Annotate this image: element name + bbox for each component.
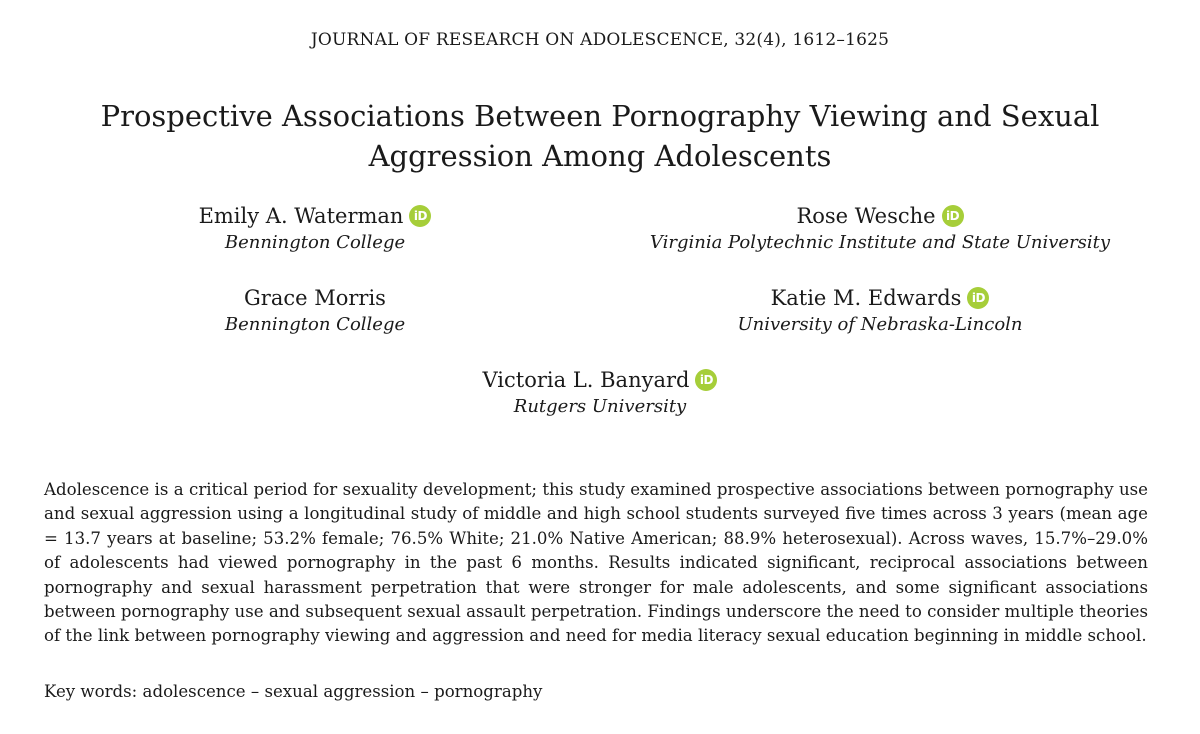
author-name: Emily A. Waterman bbox=[198, 204, 404, 228]
author-name-row bbox=[244, 284, 386, 312]
author-name-row bbox=[483, 366, 718, 394]
author-block bbox=[690, 284, 1070, 338]
author-name: Rose Wesche bbox=[796, 204, 936, 228]
orcid-icon[interactable]: iD bbox=[942, 205, 964, 227]
orcid-icon[interactable]: iD bbox=[409, 205, 431, 227]
author-affiliation: Bennington College bbox=[224, 314, 406, 335]
paper-title: Prospective Associations Between Pornography Viewing and Sexual Aggression Among Adolescents bbox=[100, 99, 1100, 173]
journal-header: JOURNAL OF RESEARCH ON ADOLESCENCE, 32(4), 1612–1625 bbox=[310, 30, 890, 50]
orcid-icon[interactable]: iD bbox=[967, 287, 989, 309]
author-block bbox=[380, 366, 820, 420]
abstract: Adolescence is a critical period for sexuality development; this study examined prospective associations between pornography use and sexual aggression using a longitudinal study of middle and high school students surveyed five times across 3 years (mean age = 13.7 years at baseline; 53.2% female; 76.5% White; 21.0% Native American; 88.9% heterosexual). Across waves, 15.7%–29.0% of adolescents had viewed pornography in the past 6 months. Results indicated significant, reciprocal associations between pornography and sexual harassment perpetration that were stronger for male adolescents, and some significant associations between pornography use and subsequent sexual assault perpetration. Findings underscore the need to consider multiple theories of the link between pornography viewing and aggression and need for media literacy sexual education beginning in middle school. bbox=[44, 480, 1148, 646]
keywords: Key words: adolescence – sexual aggression – pornography bbox=[44, 682, 543, 701]
author-name: Grace Morris bbox=[244, 286, 386, 310]
author-block bbox=[120, 202, 510, 256]
author-name-row bbox=[199, 202, 432, 230]
author-block bbox=[120, 284, 510, 338]
author-block bbox=[620, 202, 1140, 256]
author-name-row bbox=[771, 284, 990, 312]
author-affiliation: Rutgers University bbox=[513, 396, 687, 417]
orcid-icon[interactable]: iD bbox=[695, 369, 717, 391]
author-name: Victoria L. Banyard bbox=[482, 368, 690, 392]
author-name-row bbox=[796, 202, 963, 230]
author-name: Katie M. Edwards bbox=[770, 286, 962, 310]
author-affiliation: Bennington College bbox=[224, 232, 406, 253]
author-affiliation: University of Nebraska-Lincoln bbox=[737, 314, 1023, 335]
author-affiliation: Virginia Polytechnic Institute and State University bbox=[649, 232, 1111, 253]
